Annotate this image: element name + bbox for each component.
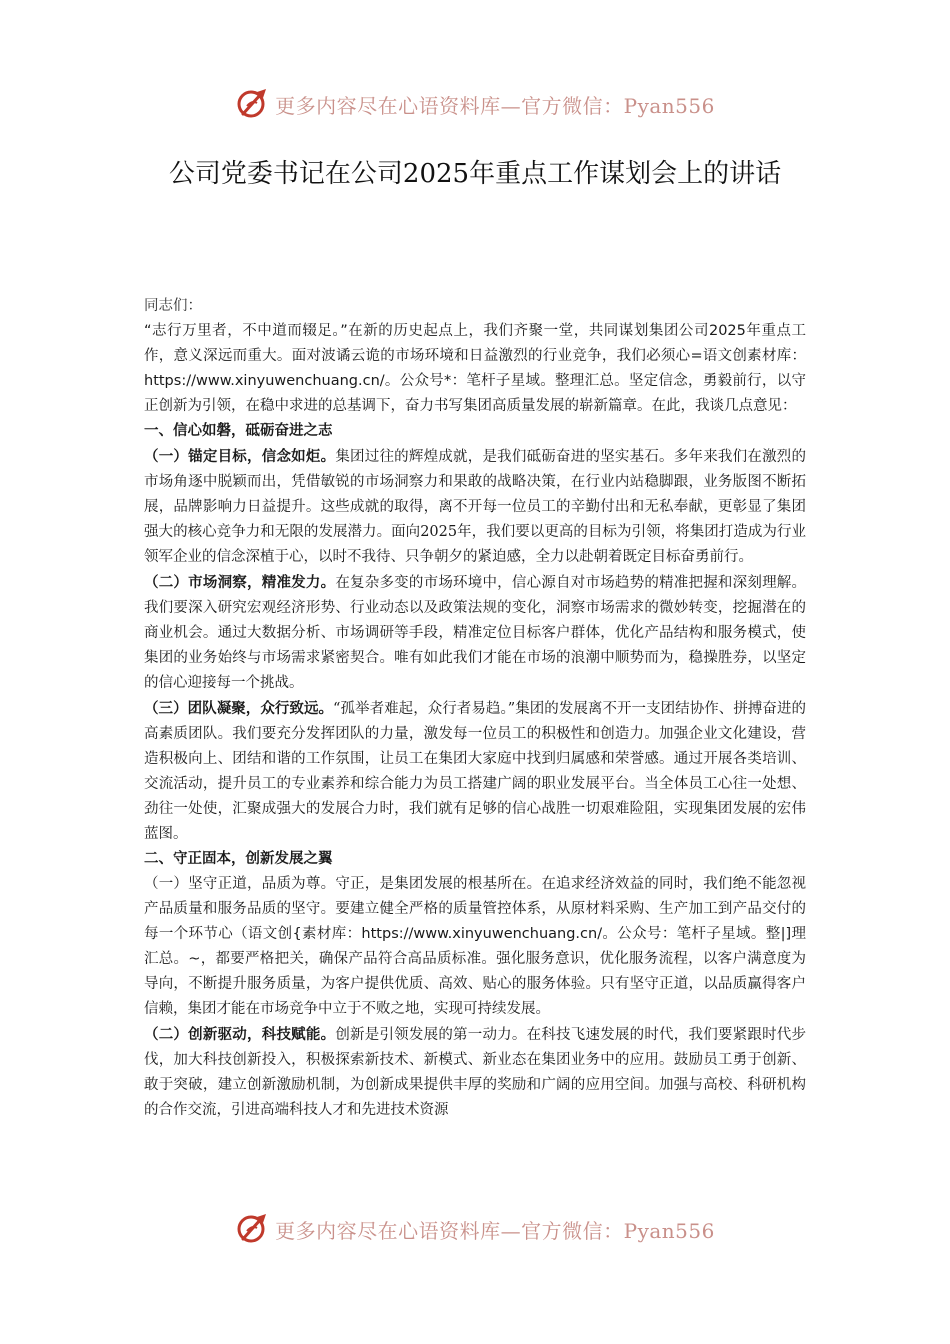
intro-paragraph: “志行万里者，不中道而辍足。”在新的历史起点上，我们齐聚一堂，共同谋划集团公司2025年重点工作，意义深远而重大。面对波谲云诡的市场环境和日益激烈的行业竞争，我们必须心=语文创素材库：https://www.xinyuwenchuang.cn/。公众号*：笔杆子星域。整理汇总。坚定信念，勇毅前行，以守正创新为引领，在稳中求进的总基调下，奋力书写集团高质量发展的崭新篇章。在此，我谈几点意见： — [144, 323, 806, 414]
item-lead: （一）锚定目标，信念如炬。 — [144, 448, 336, 465]
footer-banner — [0, 1209, 950, 1249]
banner-text: 更多内容尽在心语资料库—官方微信：Pyan556 — [275, 93, 715, 118]
section-2-item-1 — [144, 872, 806, 1022]
section-1-item-3 — [144, 696, 806, 847]
page-title: 公司党委书记在公司2025年重点工作谋划会上的讲话 — [168, 159, 782, 189]
item-text: 守正，是集团发展的根基所在。在追求经济效益的同时，我们绝不能忽视产品质量和服务品质的坚守。要建立健全严格的质量管控体系，从原材料采购、生产加工到产品交付的每一个环节心（语文创{素材库：https://www.xinyuwenchuang.cn/。公众号：笔杆子星域。整|]理汇总。~，都要严格把关，确保产品符合高品质标准。强化服务意识，优化服务流程，以客户满意度为导向，不断提升服务质量，为客户提供优质、高效、贴心的服务体验。只有坚守正道，以品质赢得客户信赖，集团才能在市场竞争中立于不败之地，实现可持续发展。 — [144, 876, 807, 1017]
banner-text: 更多内容尽在心语资料库—官方微信：Pyan556 — [275, 1218, 715, 1243]
section-1-item-1 — [144, 444, 806, 570]
item-text: “孤举者难起，众行者易趋。”集团的发展离不开一支团结协作、拼搏奋进的高素质团队。我们要充分发挥团队的力量，激发每一位员工的积极性和创造力。加强企业文化建设，营造积极向上、团结和谐的工作氛围，让员工在集团大家庭中找到归属感和荣誉感。通过开展各类培训、交流活动，提升员工的专业素养和综合能力为员工搭建广阔的职业发展平台。当全体员工心往一处想、劲往一处使，汇聚成强大的发展合力时，我们就有足够的信心战胜一切艰难险阻，实现集团发展的宏伟蓝图。 — [144, 701, 806, 842]
document-body — [144, 294, 806, 1123]
item-lead: （二）市场洞察，精准发力。 — [144, 574, 336, 591]
brush-logo-icon — [235, 1211, 271, 1247]
item-text: 创新是引领发展的第一动力。在科技飞速发展的时代，我们要紧跟时代步伐，加大科技创新投入，积极探索新技术、新模式、新业态在集团业务中的应用。鼓励员工勇于创新、敢于突破，建立创新激励机制，为创新成果提供丰厚的奖励和广阔的应用空间。加强与高校、科研机构的合作交流，引进高端科技人才和先进技术资源 — [144, 1027, 807, 1118]
section-1-heading: 一、信心如磐，砥砺奋进之志 — [144, 423, 333, 439]
item-lead: （三）团队凝聚，众行致远。 — [144, 700, 334, 717]
item-text: 集团过往的辉煌成就，是我们砥砺奋进的坚实基石。多年来我们在激烈的市场角逐中脱颖而出，凭借敏锐的市场洞察力和果敢的战略决策，在行业内站稳脚跟，业务版图不断拓展，品牌影响力日益提升。这些成就的取得，离不开每一位员工的辛勤付出和无私奉献，更彰显了集团强大的核心竞争力和无限的发展潜力。面向2025年，我们要以更高的目标为引领，将集团打造成为行业领军企业的信念深植于心，以时不我待、只争朝夕的紧迫感，全力以赴朝着既定目标奋勇前行。 — [144, 449, 807, 565]
item-lead: （一）坚守正道，品质为尊。 — [144, 876, 336, 892]
item-text: 在复杂多变的市场环境中，信心源自对市场趋势的精准把握和深刻理解。我们要深入研究宏观经济形势、行业动态以及政策法规的变化，洞察市场需求的微妙转变，挖掘潜在的商业机会。通过大数据分析、市场调研等手段，精准定位目标客户群体，优化产品结构和服务模式，使集团的业务始终与市场需求紧密契合。唯有如此我们才能在市场的浪潮中顺势而为，稳操胜券，以坚定的信心迎接每一个挑战。 — [144, 575, 807, 691]
section-2-heading: 二、守正固本，创新发展之翼 — [144, 851, 333, 867]
header-banner — [0, 84, 950, 124]
salutation: 同志们： — [144, 298, 202, 314]
section-1-item-2 — [144, 570, 806, 696]
brush-logo-icon — [235, 86, 271, 122]
item-lead: （二）创新驱动，科技赋能。 — [144, 1026, 336, 1043]
section-2-item-2 — [144, 1022, 806, 1123]
